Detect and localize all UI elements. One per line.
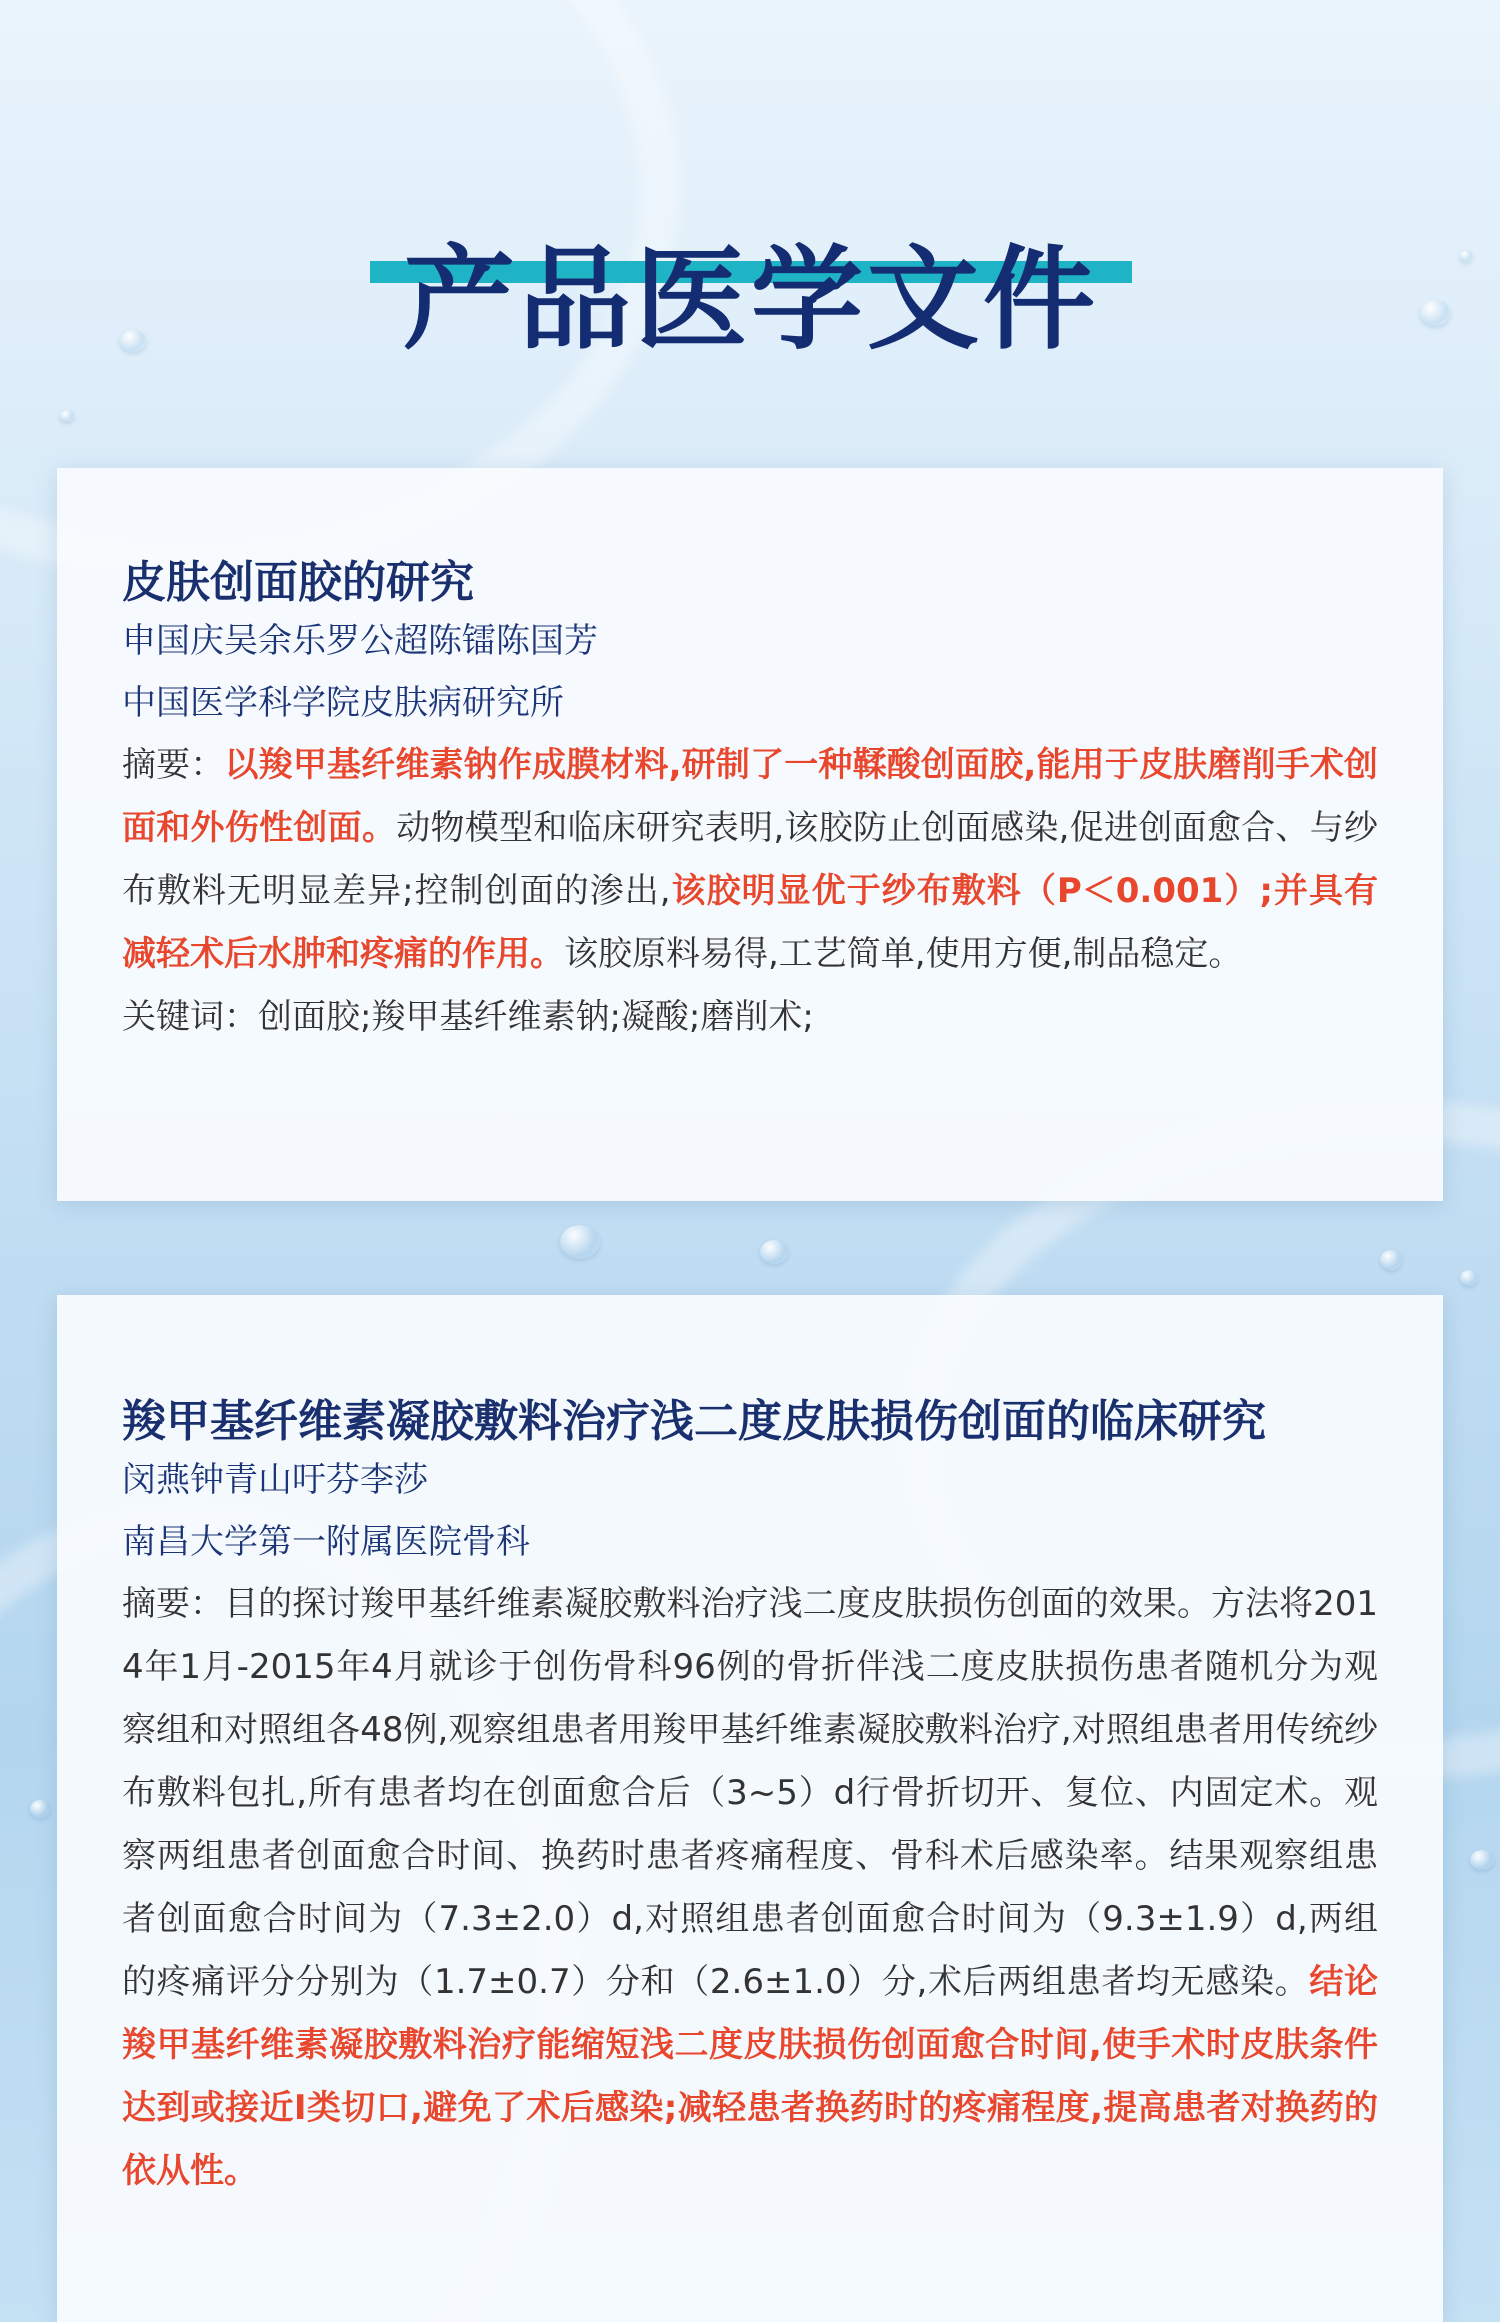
paper-abstract [122,734,1378,986]
abstract-highlight: 该胶明显优于纱布敷料（P＜0.001）;并具有减轻术后水肿和疼痛的作用。 [122,871,1378,974]
paper-authors: 申国庆吴余乐罗公超陈镭陈国芳 [122,621,598,661]
paper-title: 皮肤创面胶的研究 [122,557,474,608]
page-header [0,0,1500,420]
paper-card-2 [57,1295,1443,2322]
paper-authors: 闵燕钟青山吁芬李莎 [122,1460,428,1500]
paper-title: 羧甲基纤维素凝胶敷料治疗浅二度皮肤损伤创面的临床研究 [122,1396,1266,1447]
abstract-label: 摘要： [122,1584,225,1624]
page-title: 产品医学文件 [403,235,1099,366]
abstract-highlight: 结论羧甲基纤维素凝胶敷料治疗能缩短浅二度皮肤损伤创面愈合时间,使手术时皮肤条件达到或接近Ⅰ类切口,避免了术后感染;减轻患者换药时的疼痛程度,提高患者对换药的依从性。 [122,1962,1378,2191]
paper-institution: 南昌大学第一附属医院骨科 [122,1522,530,1562]
paper-keywords: 关键词：创面胶;羧甲基纤维素钠;凝酸;磨削术; [122,997,814,1037]
abstract-text: 动物模型和临床研究表明,该胶防止创面感染,促进创面愈合、与纱布敷料无明显差异;控制创面的渗出, [122,808,1378,911]
abstract-text: 该胶原料易得,工艺简单,使用方便,制品稳定。 [564,934,1243,974]
title-block [370,165,1132,366]
abstract-text: 目的探讨羧甲基纤维素凝胶敷料治疗浅二度皮肤损伤创面的效果。方法将2014年1月-2015年4月就诊于创伤骨科96例的骨折伴浅二度皮肤损伤患者随机分为观察组和对照组各48例,观察组患者用羧甲基纤维素凝胶敷料治疗,对照组患者用传统纱布敷料包扎,所有患者均在创面愈合后（3~5）d行骨折切开、复位、内固定术。观察两组患者创面愈合时间、换药时患者疼痛程度、骨科术后感染率。结果观察组患者创面愈合时间为（7.3±2.0）d,对照组患者创面愈合时间为（9.3±1.9）d,两组的疼痛评分分别为（1.7±0.7）分和（2.6±1.0）分,术后两组患者均无感染。 [122,1584,1378,2002]
paper-card-1 [57,468,1443,1201]
abstract-label: 摘要： [122,745,225,785]
abstract-highlight: 以羧甲基纤维素钠作成膜材料,研制了一种鞣酸创面胶,能用于皮肤磨削手术创面和外伤性创面。 [122,745,1378,848]
paper-abstract [122,1573,1378,2203]
paper-institution: 中国医学科学院皮肤病研究所 [122,683,564,723]
